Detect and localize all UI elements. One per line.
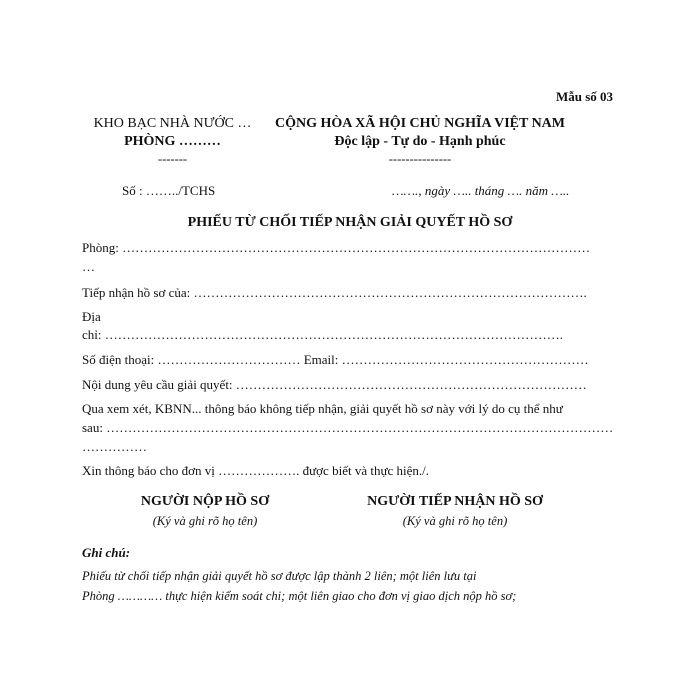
header-right-rule: --------------- (388, 152, 452, 166)
field-dia-chi: chỉ: ……………………………………………………………………………………………. (82, 327, 563, 342)
treasury-name: KHO BẠC NHÀ NƯỚC … (93, 116, 252, 131)
submitter-sign-note: (Ký và ghi rõ họ tên) (152, 514, 258, 528)
notes-line-1: Phiếu từ chối tiếp nhận giải quyết hồ sơ được lập thành 2 liên; một liên lưu tại (82, 569, 477, 583)
submitter-title: NGƯỜI NỘP HỒ SƠ (140, 494, 270, 509)
reason-line-3: …………… (82, 439, 147, 454)
country-name: CỘNG HÒA XÃ HỘI CHỦ NGHĨA VIỆT NAM (274, 116, 565, 131)
notes-line-2: Phòng ………… thực hiện kiểm soát chi; một liên giao cho đơn vị giao dịch nộp hồ sơ; (82, 589, 517, 603)
department-name: PHÒNG ……… (124, 134, 221, 149)
notify-line: Xin thông báo cho đơn vị ………………. được biết và thực hiện./. (82, 463, 430, 478)
field-dia-label: Địa (82, 309, 101, 324)
field-noi-dung: Nội dung yêu cầu giải quyết: ……………………………………………………………………… (82, 377, 587, 392)
reason-line-1: Qua xem xét, KBNN... thông báo không tiếp nhận, giải quyết hồ sơ này với lý do cụ thể như (82, 401, 563, 416)
document-date: ……., ngày ….. tháng …. năm ….. (392, 183, 570, 198)
receiver-title: NGƯỜI TIẾP NHẬN HỒ SƠ (367, 494, 543, 509)
form-number: Mẫu số 03 (556, 89, 614, 104)
field-phong: Phòng: ……………………………………………………………………………………………… (82, 240, 591, 255)
receiver-sign-note: (Ký và ghi rõ họ tên) (402, 514, 508, 528)
field-phone-email: Số điện thoại: …………………………… Email: ………………………………………………… (82, 352, 589, 367)
national-motto: Độc lập - Tự do - Hạnh phúc (334, 134, 506, 149)
header-left-rule: ------- (157, 152, 188, 166)
field-phong-continuation: … (82, 259, 95, 274)
notes-heading: Ghi chú: (82, 545, 131, 560)
reason-line-2: sau: ……………………………………………………………………………………………………… (82, 420, 614, 435)
field-tiep-nhan: Tiếp nhận hồ sơ của: ………………………………………………………………………………. (82, 285, 587, 300)
document-number: Số : ……../TCHS (122, 183, 216, 198)
document-title: PHIẾU TỪ CHỐI TIẾP NHẬN GIẢI QUYẾT HỒ SƠ (187, 215, 513, 230)
